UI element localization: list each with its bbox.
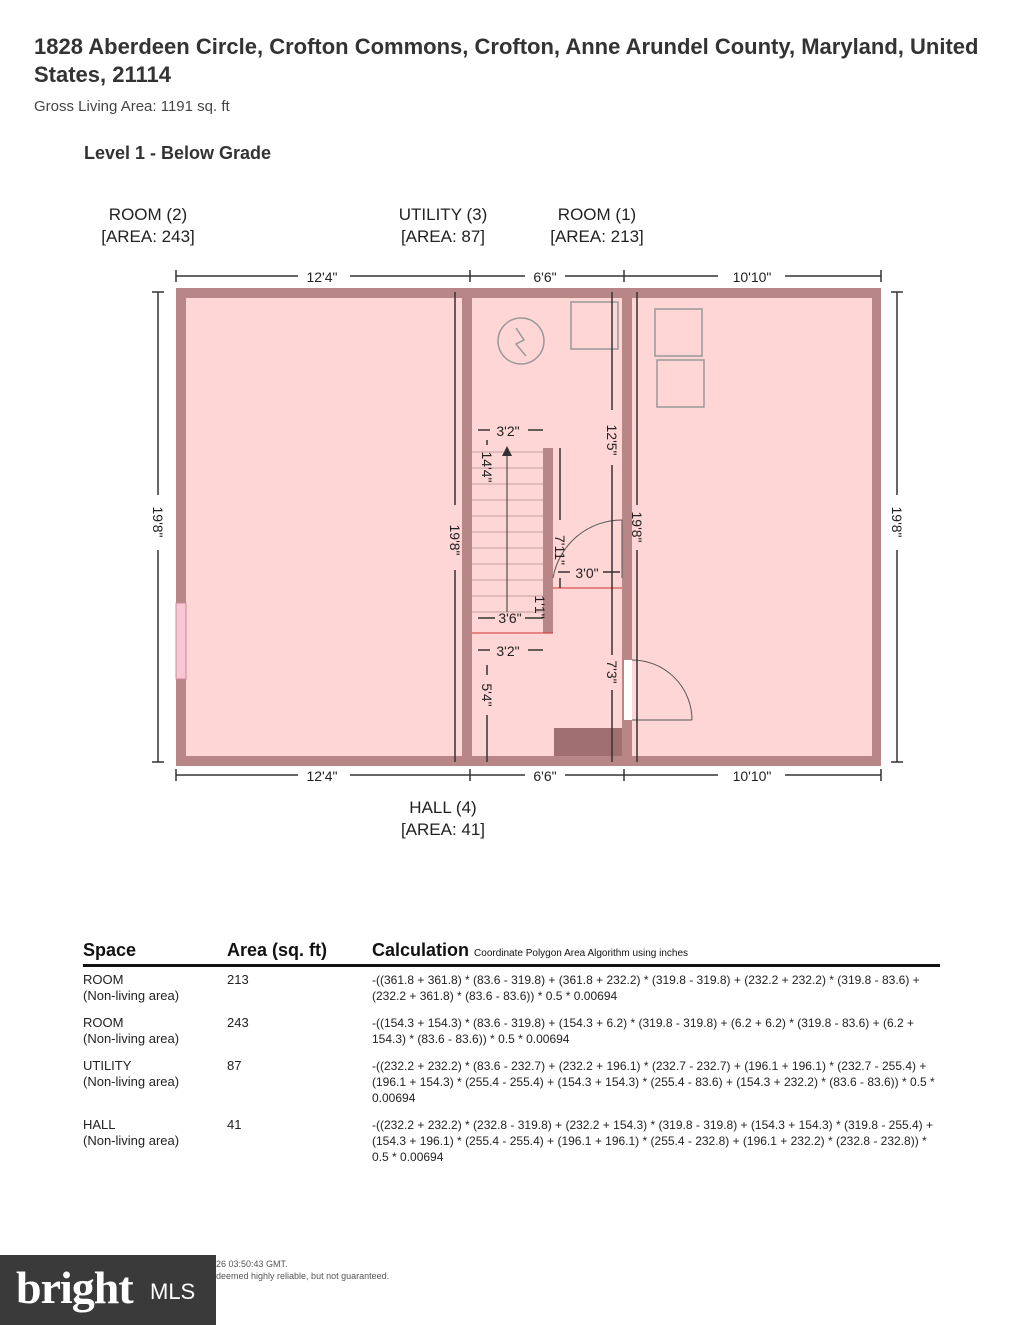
bright-mls-logo [0, 1255, 216, 1325]
dim-stair-length: 14'4" [479, 451, 495, 483]
dim-hall-width: 3'2" [496, 643, 520, 659]
window [176, 603, 186, 679]
room2-label: ROOM (2) [108, 205, 188, 224]
dim-left: 19'8" [150, 506, 166, 538]
dim-top-right: 10'10" [732, 269, 772, 285]
dim-stair-top: 3'2" [496, 423, 520, 439]
row-calculation: -((232.2 + 232.2) * (83.6 - 232.7) + (232.2 + 196.1) * (232.7 - 232.7) + (196.1 + 196.1) * (232.7 - 255.4) + (196.1 + 154.3) * (255.4 - 255.4) + (154.3 + 154.3) * (255.4 - 83.6) + (154.3 + 232.2) * (83.6 - 83.6)) * 0.5 * 0.00694 [372, 1059, 935, 1105]
room2-floor [186, 298, 462, 756]
row-calculation: -((154.3 + 154.3) * (83.6 - 319.8) + (154.3 + 6.2) * (319.8 - 319.8) + (6.2 + 6.2) * (319.8 - 83.6) + (6.2 + 154.3) * (83.6 - 83.6)) * 0.5 * 0.00694 [372, 1016, 914, 1046]
dim-stair-width: 3'6" [498, 610, 522, 626]
row-area: 41 [227, 1117, 242, 1132]
col-calculation [372, 940, 940, 966]
dim-bottom-left: 12'4" [306, 768, 338, 784]
row-space: ROOM [83, 1015, 124, 1030]
dim-utility-height: 12'5" [604, 424, 620, 456]
dim-stair-small: 1'1" [532, 595, 548, 619]
footer-reliability: deemed highly reliable, but not guaranteed. [216, 1271, 390, 1281]
bottom-dimension-line [176, 769, 881, 781]
row-type: (Non-living area) [83, 1133, 180, 1148]
col-space: Space [83, 940, 227, 966]
logo-mls-text: MLS [150, 1279, 196, 1304]
table-header-row [83, 940, 940, 966]
gross-living-area: Gross Living Area: 1191 sq. ft [34, 98, 230, 115]
dim-top-left: 12'4" [306, 269, 338, 285]
dim-right: 19'8" [889, 506, 905, 538]
row-space: UTILITY [83, 1058, 132, 1073]
row-space: HALL [83, 1117, 116, 1132]
dim-closet-width: 3'0" [575, 565, 599, 581]
row-space: ROOM [83, 972, 124, 987]
row-area: 87 [227, 1058, 242, 1073]
wall-right-interior [622, 298, 632, 663]
row-calculation: -((361.8 + 361.8) * (83.6 - 319.8) + (361.8 + 232.2) * (319.8 - 319.8) + (232.2 + 232.2) * (319.8 - 83.6) + (232.2 + 361.8) * (83.6 - 83.6)) * 0.5 * 0.00694 [372, 973, 920, 1003]
utility-label: UTILITY (3) [398, 205, 488, 224]
dim-closet-height: 7'11" [552, 535, 568, 565]
logo-bright-text: bright [16, 1262, 133, 1313]
row-area: 213 [227, 972, 249, 987]
hall-label: HALL (4) [409, 798, 477, 817]
row-type: (Non-living area) [83, 988, 180, 1003]
top-dimension-line [176, 270, 881, 282]
dim-hall-height: 5'4" [479, 683, 495, 707]
table-row [83, 1009, 940, 1052]
table-row [83, 1111, 940, 1170]
col-calculation-note: Coordinate Polygon Area Algorithm using inches [474, 948, 689, 959]
floor-plan [0, 190, 1024, 850]
utility-area: [AREA: 87] [400, 227, 486, 246]
table-row [83, 1052, 940, 1111]
room1-area: [AREA: 213] [550, 227, 644, 246]
footer-disclaimer [216, 1258, 389, 1282]
row-area: 243 [227, 1015, 249, 1030]
col-area: Area (sq. ft) [227, 940, 372, 966]
room1-label: ROOM (1) [557, 205, 637, 224]
col-calculation-label: Calculation [372, 940, 470, 960]
dim-bottom-right: 10'10" [732, 768, 772, 784]
footer-timestamp: 26 03:50:43 GMT. [216, 1259, 288, 1269]
room2-area: [AREA: 243] [101, 227, 195, 246]
room1-floor [632, 298, 872, 756]
table-row [83, 966, 940, 1010]
hall-area: [AREA: 41] [400, 820, 486, 839]
row-type: (Non-living area) [83, 1074, 180, 1089]
row-type: (Non-living area) [83, 1031, 180, 1046]
area-calculation-table [83, 940, 940, 1170]
row-calculation: -((232.2 + 232.2) * (232.8 - 319.8) + (232.2 + 154.3) * (319.8 - 319.8) + (154.3 + 154.3) * (319.8 - 255.4) + (154.3 + 196.1) * (255.4 - 255.4) + (196.1 + 196.1) * (255.4 - 232.8) + (196.1 + 232.2) * (232.8 - 232.8)) * 0.5 * 0.00694 [372, 1118, 934, 1164]
dim-inner-left: 19'8" [447, 524, 463, 556]
property-address: 1828 Aberdeen Circle, Crofton Commons, Crofton, Anne Arundel County, Maryland, United States, 21114 [34, 34, 979, 87]
dim-bottom-mid: 6'6" [533, 768, 557, 784]
level-heading: Level 1 - Below Grade [84, 143, 272, 163]
dim-top-mid: 6'6" [533, 269, 557, 285]
dim-door-height: 7'3" [604, 660, 620, 684]
dim-inner-right: 19'8" [629, 511, 645, 543]
